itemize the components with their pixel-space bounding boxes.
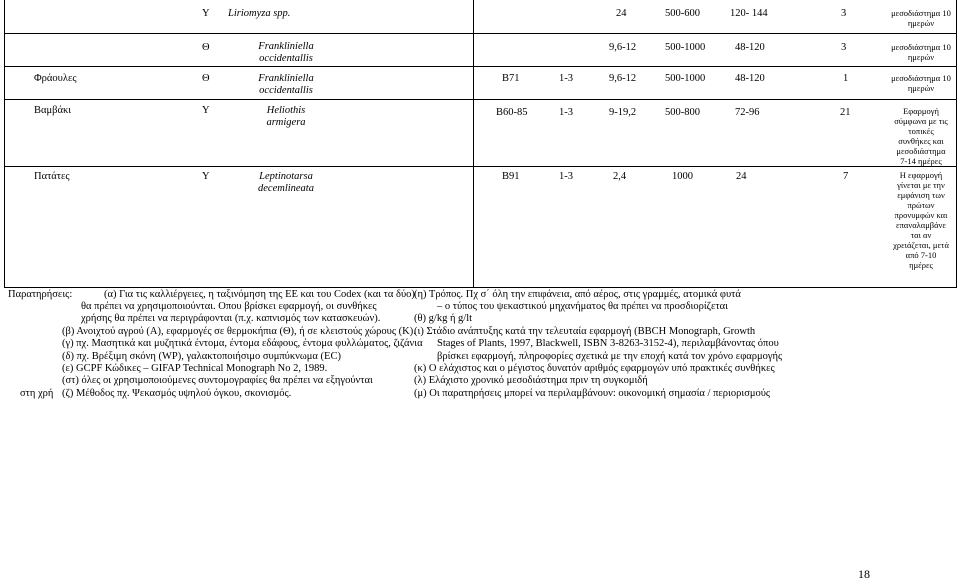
cell-concentration: 9-19,2 [609,107,637,118]
cell-pest: Heliothis armigera [266,105,306,128]
cell-doses: 1-3 [559,171,573,182]
note-line: (ε) GCPF Κώδικες – GIFAP Technical Monograph No 2, 1989. [62,363,328,374]
note-line: (στ) όλες οι χρησιμοποιούμενες συντομογραφίες θα πρέπει να εξηγούνται [62,375,373,386]
cell-doses: 1-3 [559,73,573,84]
cell-volume: 500-800 [665,107,700,118]
table-left-border [4,0,5,287]
cell-interval: μεσοδιάστημα 10 ημερών [891,42,951,62]
cell-volume: 500-1000 [665,73,706,84]
table-divider [473,0,474,287]
note-line: βρίσκει εφαρμογή, πληροφορίες σχετικά με την εποχή κατά τον χρόνο εφαρμογής [437,351,783,362]
cell-crop: Πατάτες [34,171,70,182]
cell-crop: Βαμβάκι [34,105,72,116]
table-row-rule [4,99,957,100]
cell-pest: Frankliniella occidentallis [258,73,314,96]
note-line: (ζ) Μέθοδος πχ. Ψεκασμός υψηλού όγκου, σκονισμός. [62,388,292,399]
table-row-rule [4,166,957,167]
cell-max-applications: 21 [840,107,851,118]
cell-max-applications: 3 [841,42,847,53]
note-line: (δ) πχ. Βρέξιμη σκόνη (WP), γαλακτοποιήσιμο συμπύκνωμα (EC) [62,351,341,362]
note-line: (β) Ανοιχτού αγρού (Α), εφαρμογές σε θερμοκήπια (Θ), ή σε κλειστούς χώρους (Κ). [62,326,416,337]
cell-days: 120- 144 [730,8,768,19]
note-line: στη χρή [20,388,54,399]
cell-interval: μεσοδιάστημα 10 ημερών [891,8,951,28]
note-line: χρήσης θα πρέπει να περιγράφονται (π.χ. καπνισμός των κατασκευών). [81,313,381,324]
cell-type: Υ [202,8,210,19]
cell-crop: Φράουλες [34,73,77,84]
cell-doses: 1-3 [559,107,573,118]
cell-concentration: 9,6-12 [609,73,637,84]
cell-type: Υ [202,171,210,182]
cell-code: B60-85 [496,107,528,118]
cell-interval: Εφαρμογή σύμφωνα με τις τοπικές συνθήκες και μεσοδιάστημα 7-14 ημέρες [894,106,948,166]
cell-days: 72-96 [735,107,760,118]
cell-volume: 500-600 [665,8,700,19]
note-line: (κ) Ο ελάχιστος και ο μέγιστος δυνατόν αριθμός εφαρμογών υπό πρακτικές συνθήκες [414,363,775,374]
table-row-rule [4,33,957,34]
cell-pest: Leptinotarsa decemlineata [258,171,314,194]
cell-days: 24 [736,171,747,182]
table-row-rule [4,66,957,67]
table-bottom-border [4,287,957,288]
cell-type: Θ [202,73,210,84]
cell-volume: 1000 [672,171,693,182]
cell-concentration: 2,4 [613,171,627,182]
cell-max-applications: 1 [843,73,849,84]
cell-days: 48-120 [735,42,765,53]
cell-max-applications: 3 [841,8,847,19]
note-line: Stages of Plants, 1997, Blackwell, ISBN 3-8263-3152-4), περιλαμβάνοντας όπου [437,338,779,349]
cell-interval: Η εφαρμογή γίνεται με την εμφάνιση των πρώτων προνυμφών και επαναλαμβάνε ται αν χρειάζεται, μετά από 7-10 ημέρες [893,170,949,270]
notes-heading: Παρατηρήσεις: [8,289,73,300]
cell-code: B71 [502,73,520,84]
note-line: (θ) g/kg ή g/lt [414,313,473,324]
note-line: (η) Τρόπος. Πχ σ΄ όλη την επιφάνεια, από αέρος, στις γραμμές, ατομικά φυτά [414,289,741,300]
cell-volume: 500-1000 [665,42,706,53]
cell-code: B91 [502,171,520,182]
cell-pest: Liriomyza spp. [228,8,291,19]
note-line: (ι) Στάδιο ανάπτυξης κατά την τελευταία εφαρμογή (BBCH Monograph, Growth [414,326,756,337]
cell-concentration: 9,6-12 [609,42,637,53]
cell-type: Υ [202,105,210,116]
cell-days: 48-120 [735,73,765,84]
note-line: (μ) Οι παρατηρήσεις μπορεί να περιλαμβάνουν: οικονομική σημασία / περιορισμούς [414,388,771,399]
page-number: 18 [858,567,870,581]
cell-max-applications: 7 [843,171,849,182]
note-line: θα πρέπει να χρησιμοποιούνται. Οπου βρίσκει εφαρμογή, οι συνθήκες [81,301,377,312]
cell-pest: Frankliniella occidentallis [258,41,314,64]
cell-concentration: 24 [616,8,627,19]
note-line: – ο τύπος του ψεκαστικού μηχανήματος θα πρέπει να προσδιορίζεται [437,301,728,312]
cell-interval: μεσοδιάστημα 10 ημερών [891,73,951,93]
note-line: (γ) πχ. Μασητικά και μυζητικά έντομα, έντομα εδάφους, έντομα φυλλώματος, ζιζάνια [62,338,423,349]
cell-type: Θ [202,42,210,53]
table-right-border [956,0,957,287]
note-line: (α) Για τις καλλιέργειες, η ταξινόμηση της ΕΕ και του Codex (και τα δύο) [104,289,415,300]
note-line: (λ) Ελάχιστο χρονικό μεσοδιάστημα πριν τη συγκομιδή [414,375,648,386]
